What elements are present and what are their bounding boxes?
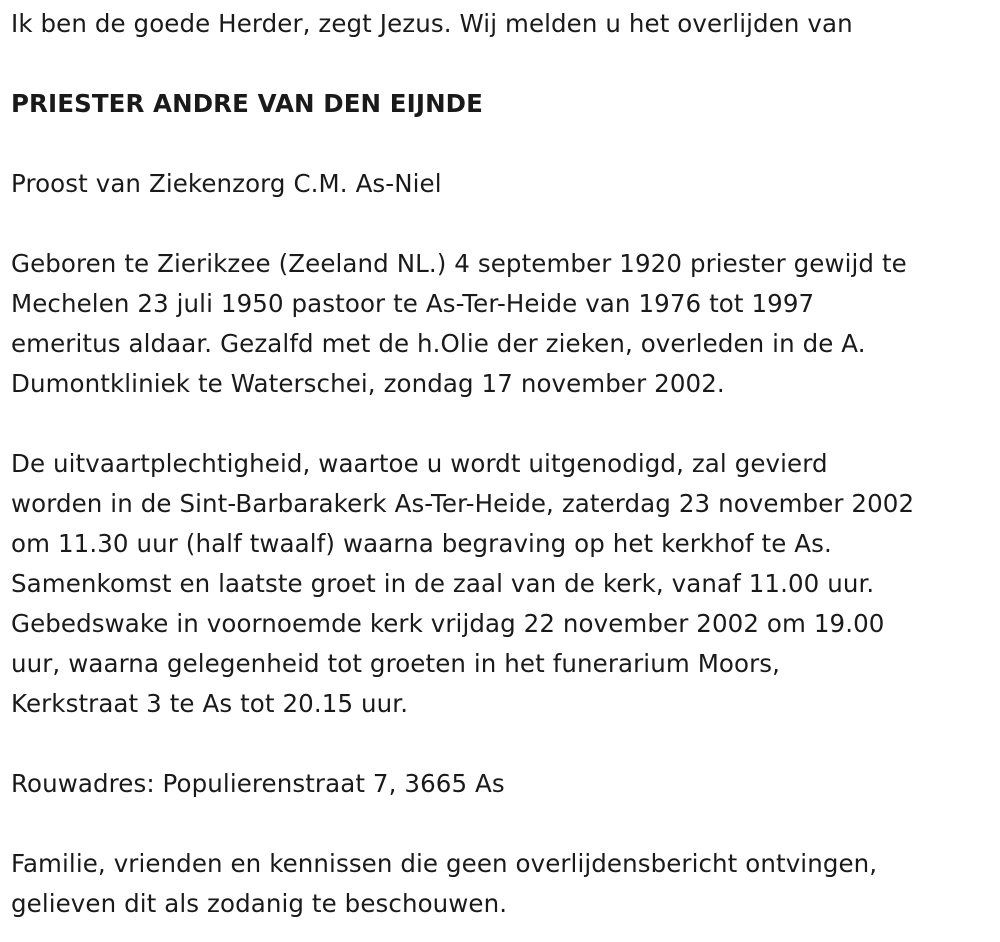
role-text: Proost van Ziekenzorg C.M. As-Niel: [11, 169, 442, 198]
funeral-line: Samenkomst en laatste groet in de zaal van de kerk, vanaf 11.00 uur.: [11, 569, 875, 598]
mourning-address: Rouwadres: Populierenstraat 7, 3665 As: [11, 769, 505, 798]
closing-line: Familie, vrienden en kennissen die geen overlijdensbericht ontvingen,: [11, 849, 878, 878]
closing-paragraph: [11, 844, 996, 924]
obituary-notice: [11, 4, 996, 924]
biography-paragraph: [11, 244, 996, 404]
biography-line: Mechelen 23 juli 1950 pastoor te As-Ter-Heide van 1976 tot 1997: [11, 289, 815, 318]
funeral-paragraph: [11, 444, 996, 724]
biography-line: Dumontkliniek te Waterschei, zondag 17 november 2002.: [11, 369, 725, 398]
funeral-line: Gebedswake in voornoemde kerk vrijdag 22 november 2002 om 19.00: [11, 609, 885, 638]
funeral-line: Kerkstraat 3 te As tot 20.15 uur.: [11, 689, 409, 718]
biography-line: emeritus aldaar. Gezalfd met de h.Olie der zieken, overleden in de A.: [11, 329, 866, 358]
intro-text: Ik ben de goede Herder, zegt Jezus. Wij melden u het overlijden van: [11, 9, 853, 38]
funeral-line: worden in de Sint-Barbarakerk As-Ter-Heide, zaterdag 23 november 2002: [11, 489, 915, 518]
deceased-name: PRIESTER ANDRE VAN DEN EIJNDE: [11, 89, 483, 118]
funeral-line: uur, waarna gelegenheid tot groeten in het funerarium Moors,: [11, 649, 781, 678]
biography-line: Geboren te Zierikzee (Zeeland NL.) 4 september 1920 priester gewijd te: [11, 249, 907, 278]
funeral-line: De uitvaartplechtigheid, waartoe u wordt uitgenodigd, zal gevierd: [11, 449, 828, 478]
closing-line: gelieven dit als zodanig te beschouwen.: [11, 889, 508, 918]
funeral-line: om 11.30 uur (half twaalf) waarna begraving op het kerkhof te As.: [11, 529, 832, 558]
